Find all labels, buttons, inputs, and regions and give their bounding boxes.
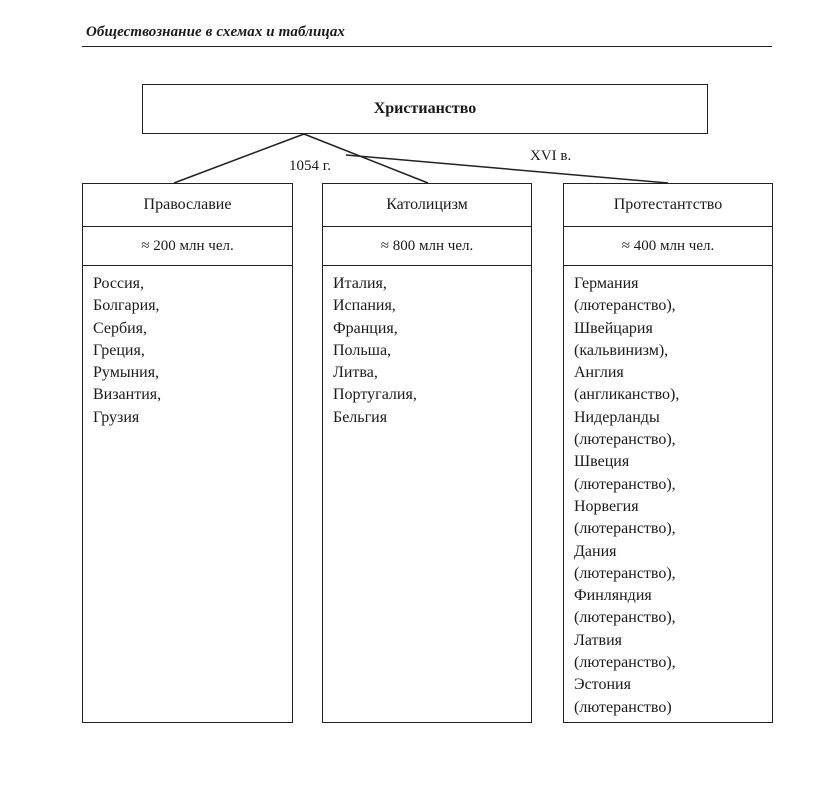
- country-list-item: Грузия: [93, 408, 140, 426]
- branch-title: Католицизм: [323, 184, 531, 227]
- branch-population: ≈ 400 млн чел.: [564, 227, 772, 266]
- country-list-item: Польша,: [333, 341, 392, 359]
- country-list-item: Норвегия: [574, 497, 639, 515]
- branch-orthodoxy: [82, 183, 293, 723]
- schism-year-label: 1054 г.: [289, 158, 331, 174]
- country-list-item: (лютеранство),: [574, 564, 676, 582]
- country-list-item: Литва,: [333, 364, 378, 382]
- branch-population: ≈ 200 млн чел.: [83, 227, 292, 266]
- country-list-item: Румыния,: [93, 364, 160, 382]
- root-box: [142, 84, 708, 134]
- country-list-item: Византия,: [93, 386, 162, 404]
- country-list-item: Финляндия: [574, 587, 652, 605]
- country-list-item: Бельгия: [333, 408, 388, 426]
- country-list-item: (лютеранство),: [574, 520, 676, 538]
- country-list: [323, 266, 531, 429]
- country-list-item: Болгария,: [93, 297, 160, 315]
- branch-title: Протестантство: [564, 184, 772, 227]
- connector-orthodoxy: [174, 134, 304, 183]
- country-list-item: Дания: [574, 542, 617, 560]
- country-list-item: (лютеранство),: [574, 609, 676, 627]
- country-list-item: Швеция: [574, 453, 630, 471]
- country-list-item: Португалия,: [333, 386, 417, 404]
- country-list-item: Эстония: [574, 676, 631, 694]
- country-list-item: (кальвинизм),: [574, 341, 669, 359]
- country-list-item: (лютеранство),: [574, 431, 676, 449]
- country-list-item: Франция,: [333, 319, 398, 337]
- country-list-item: Латвия: [574, 631, 623, 649]
- branch-population: ≈ 800 млн чел.: [323, 227, 531, 266]
- country-list-item: Нидерланды: [574, 408, 660, 426]
- country-list-item: Германия: [574, 275, 639, 292]
- country-list-item: Греция,: [93, 341, 145, 359]
- country-list-item: (англиканство),: [574, 386, 680, 404]
- country-list-item: Россия,: [93, 275, 145, 292]
- country-list-item: (лютеранство),: [574, 475, 676, 493]
- country-list-item: Сербия,: [93, 319, 148, 337]
- branch-title: Православие: [83, 184, 292, 227]
- reformation-century-label: XVI в.: [530, 148, 572, 164]
- country-list-item: (лютеранство): [574, 698, 672, 716]
- branch-catholicism: [322, 183, 532, 723]
- country-list-item: Италия,: [333, 275, 387, 292]
- country-list-item: (лютеранство),: [574, 654, 676, 672]
- country-list-item: Испания,: [333, 297, 396, 315]
- country-list-item: Англия: [574, 364, 624, 382]
- branch-protestantism: [563, 183, 773, 723]
- country-list-item: Швейцария: [574, 319, 653, 337]
- root-label: Христианство: [373, 100, 477, 117]
- country-list: [83, 266, 292, 429]
- book-header-title: Обществознание в схемах и таблицах: [86, 24, 346, 40]
- country-list: [564, 266, 772, 719]
- country-list-item: (лютеранство),: [574, 297, 676, 315]
